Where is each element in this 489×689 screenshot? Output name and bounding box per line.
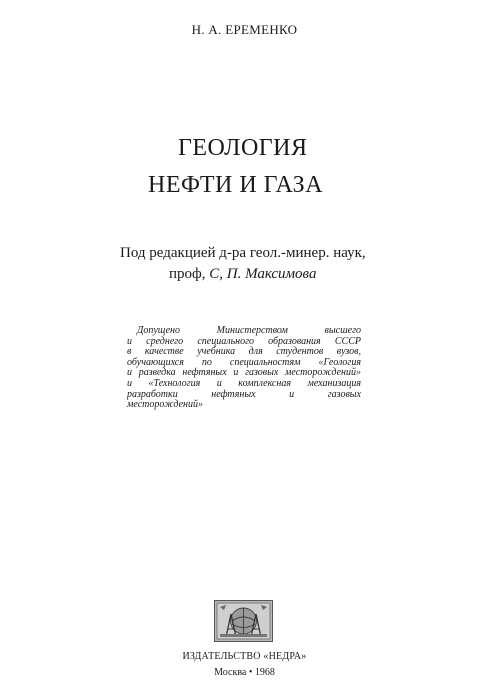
- publisher-emblem-icon: [214, 600, 273, 642]
- editor-line-2: [169, 266, 316, 283]
- approval-line: и «Технология и комплексная механизация: [127, 377, 361, 389]
- approval-line: месторождений»: [127, 399, 203, 411]
- approval-line: и среднего специального образования СССР: [127, 335, 361, 347]
- editor-prefix: проф,: [169, 266, 206, 282]
- publisher-emblem-icon: [214, 600, 273, 642]
- editor-name: С, П. Максимова: [209, 266, 317, 282]
- book-title-line-1: ГЕОЛОГИЯ: [178, 135, 308, 161]
- author-name: Н. А. ЕРЕМЕНКО: [191, 22, 298, 37]
- editor-line-1: Под редакцией д-ра геол.-минер. наук,: [120, 245, 366, 261]
- approval-line: Допущено Министерством высшего: [137, 325, 361, 336]
- publisher-name: ИЗДАТЕЛЬСТВО «НЕДРА»: [182, 651, 307, 662]
- approval-notice: [127, 326, 361, 411]
- book-title-line-2: НЕФТИ И ГАЗА: [148, 172, 324, 198]
- city-year: Москва • 1968: [214, 667, 275, 678]
- approval-line: разработки нефтяных и газовых: [127, 388, 361, 400]
- approval-line: обучающихся по специальностям «Геология: [127, 356, 361, 368]
- approval-line: в качестве учебника для студентов вузов,: [127, 346, 361, 358]
- approval-line: и разведка нефтяных и газовых месторождений»: [127, 367, 361, 379]
